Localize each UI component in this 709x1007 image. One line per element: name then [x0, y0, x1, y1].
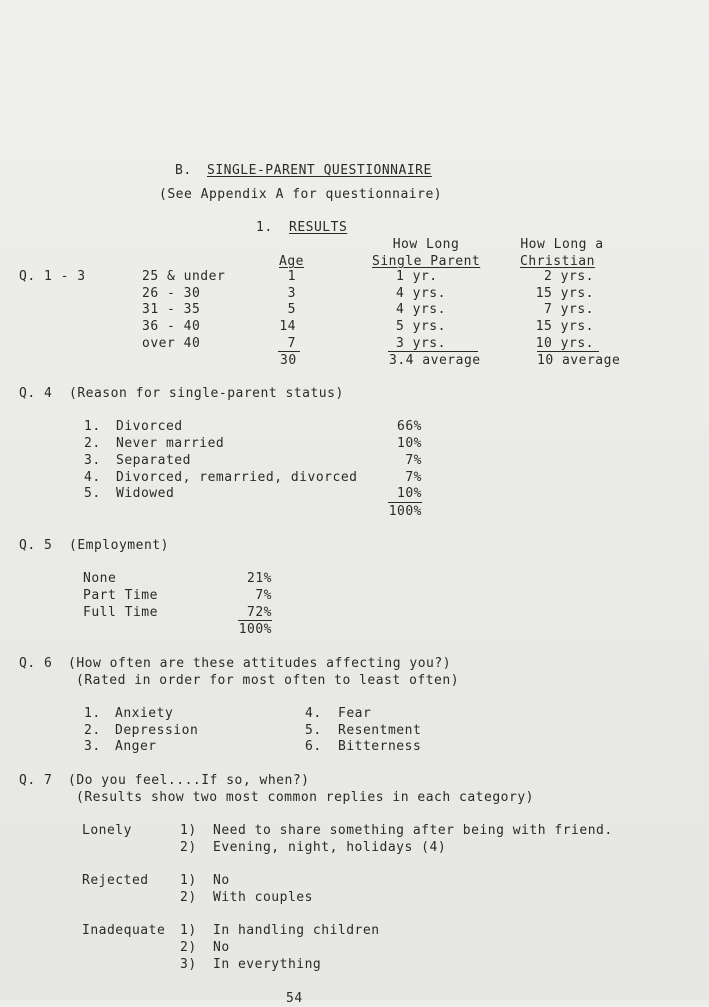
total-age: 30 [280, 353, 297, 368]
item-number: 2. [84, 436, 101, 451]
page-number: 54 [286, 991, 303, 1006]
christian-years: 2 yrs. [544, 269, 594, 284]
total-single: 3.4 average [389, 353, 481, 368]
single-years: 3 yrs. [396, 336, 446, 351]
q5-label: Q. 5 [19, 538, 53, 553]
answer-text: Evening, night, holidays (4) [213, 840, 447, 855]
age-group: 25 & under [142, 269, 226, 284]
q4-title: (Reason for single-parent status) [69, 386, 344, 401]
item-percent: 66% [397, 419, 422, 434]
answer-text: Need to share something after being with friend. [213, 823, 613, 838]
age-count: 14 [279, 319, 296, 334]
age-group: 26 - 30 [142, 286, 201, 301]
item-number: 6. [305, 739, 322, 754]
q7-title: (Do you feel....If so, when?) [68, 773, 310, 788]
item-text: Resentment [338, 723, 422, 738]
item-percent: 7% [255, 588, 272, 603]
item-number: 5. [305, 723, 322, 738]
item-text: Anxiety [115, 706, 174, 721]
item-text: None [83, 571, 117, 586]
item-text: Never married [116, 436, 225, 451]
total-rule-single [388, 351, 478, 352]
q5-title: (Employment) [69, 538, 169, 553]
item-text: Divorced, remarried, divorced [116, 470, 358, 485]
single-years: 4 yrs. [396, 302, 446, 317]
item-percent: 21% [247, 571, 272, 586]
total-rule-age [278, 351, 300, 352]
item-text: Fear [338, 706, 372, 721]
answer-text: No [213, 873, 230, 888]
q6-title: (How often are these attitudes affecting you?) [68, 656, 452, 671]
single-years: 1 yr. [396, 269, 438, 284]
age-count: 3 [287, 286, 296, 301]
q6-label: Q. 6 [19, 656, 53, 671]
age-count: 5 [287, 302, 296, 317]
item-number: 4. [84, 470, 101, 485]
q7-subtitle: (Results show two most common replies in each category) [76, 790, 534, 805]
item-percent: 72% [247, 605, 272, 620]
item-number: 2. [84, 723, 101, 738]
item-percent: 7% [405, 453, 422, 468]
col-header-christian-1: How Long a [520, 237, 604, 252]
col-header-single-1: How Long [392, 237, 460, 252]
item-text: Depression [115, 723, 199, 738]
answer-number: 2) [180, 840, 197, 855]
category-name: Rejected [82, 873, 149, 888]
total-rule [238, 620, 272, 621]
col-header-single-2: Single Parent [372, 254, 481, 269]
section-letter: B. [175, 163, 192, 178]
item-text: Divorced [116, 419, 183, 434]
item-percent: 10% [397, 486, 422, 501]
single-years: 5 yrs. [396, 319, 446, 334]
item-number: 3. [84, 453, 101, 468]
total-christian: 10 average [537, 353, 621, 368]
christian-years: 7 yrs. [544, 302, 594, 317]
christian-years: 10 yrs. [535, 336, 594, 351]
answer-number: 3) [180, 957, 197, 972]
answer-text: In everything [213, 957, 322, 972]
christian-years: 15 yrs. [535, 319, 594, 334]
col-header-age: Age [279, 254, 304, 269]
item-number: 1. [84, 706, 101, 721]
q5-total: 100% [238, 622, 272, 637]
category-name: Inadequate [82, 923, 166, 938]
age-count: 7 [287, 336, 296, 351]
age-group: over 40 [142, 336, 201, 351]
item-number: 1. [84, 419, 101, 434]
q4-label: Q. 4 [19, 386, 53, 401]
item-number: 4. [305, 706, 322, 721]
q6-subtitle: (Rated in order for most often to least often) [76, 673, 460, 688]
answer-number: 1) [180, 873, 197, 888]
item-text: Part Time [83, 588, 158, 603]
item-text: Bitterness [338, 739, 422, 754]
age-count: 1 [287, 269, 296, 284]
answer-text: No [213, 940, 230, 955]
item-text: Widowed [116, 486, 175, 501]
q4-total: 100% [388, 504, 422, 519]
results-title: RESULTS [289, 220, 348, 235]
section-title: SINGLE-PARENT QUESTIONNAIRE [207, 163, 432, 178]
answer-text: With couples [213, 890, 313, 905]
age-group: 31 - 35 [142, 302, 201, 317]
item-text: Full Time [83, 605, 158, 620]
answer-number: 1) [180, 823, 197, 838]
q7-label: Q. 7 [19, 773, 53, 788]
item-percent: 7% [405, 470, 422, 485]
answer-text: In handling children [213, 923, 380, 938]
single-years: 4 yrs. [396, 286, 446, 301]
item-text: Anger [115, 739, 157, 754]
total-rule [388, 502, 422, 503]
total-rule-christian [537, 351, 599, 352]
q1-3-label: Q. 1 - 3 [19, 269, 86, 284]
col-header-christian-2: Christian [520, 254, 595, 269]
christian-years: 15 yrs. [535, 286, 594, 301]
results-number: 1. [256, 220, 273, 235]
answer-number: 2) [180, 940, 197, 955]
item-text: Separated [116, 453, 191, 468]
answer-number: 2) [180, 890, 197, 905]
section-subtitle: (See Appendix A for questionnaire) [159, 187, 443, 202]
age-group: 36 - 40 [142, 319, 201, 334]
category-name: Lonely [82, 823, 132, 838]
item-percent: 10% [397, 436, 422, 451]
answer-number: 1) [180, 923, 197, 938]
item-number: 3. [84, 739, 101, 754]
item-number: 5. [84, 486, 101, 501]
